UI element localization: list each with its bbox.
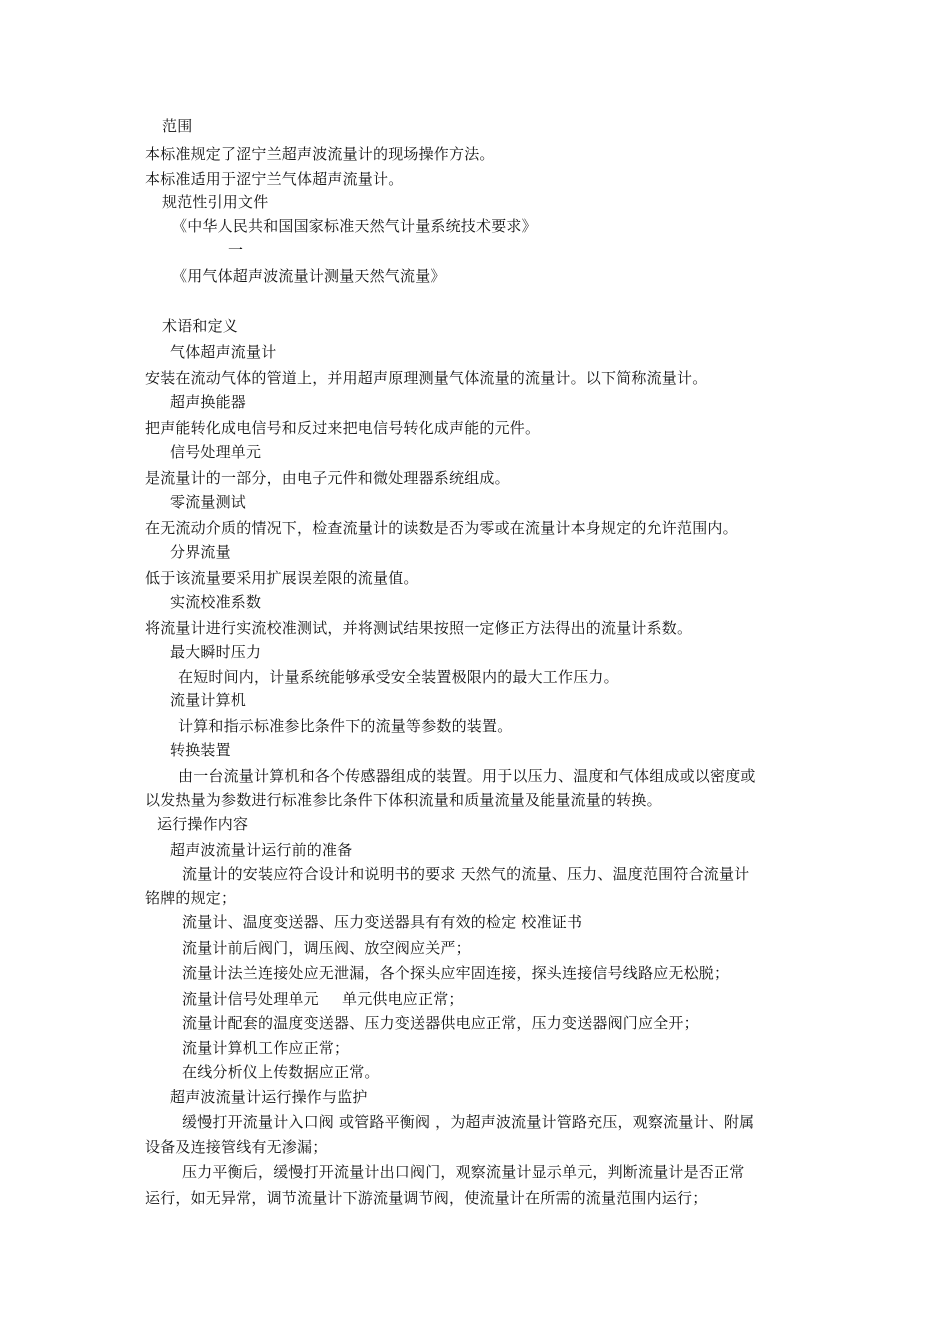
list-item: 在线分析仪上传数据应正常。	[182, 1063, 380, 1081]
list-item-part: 单元供电应正常；	[342, 990, 464, 1008]
list-item: 流量计信号处理单元	[182, 990, 319, 1008]
term-text: 低于该流量要采用扩展误差限的流量值。	[145, 569, 419, 587]
heading-references: 规范性引用文件	[162, 193, 269, 211]
scope-line-2: 本标准适用于涩宁兰气体超声流量计。	[145, 170, 404, 188]
reference-dash: 一	[228, 241, 244, 259]
term-title: 零流量测试	[170, 493, 247, 511]
heading-terms: 术语和定义	[162, 317, 239, 335]
term-text: 计算和指示标准参比条件下的流量等参数的装置。	[178, 717, 513, 735]
heading-operation: 运行操作内容	[157, 815, 249, 833]
scope-line-1: 本标准规定了涩宁兰超声波流量计的现场操作方法。	[145, 145, 495, 163]
term-title: 超声换能器	[170, 393, 247, 411]
list-item: 流量计的安装应符合设计和说明书的要求 天然气的流量、压力、温度范围符合流量计	[182, 865, 750, 883]
term-text-continued: 以发热量为参数进行标准参比条件下体积流量和质量流量及能量流量的转换。	[145, 791, 662, 809]
term-text: 把声能转化成电信号和反过来把电信号转化成声能的元件。	[145, 419, 541, 437]
list-item: 压力平衡后，缓慢打开流量计出口阀门，观察流量计显示单元，判断流量计是否正常	[182, 1163, 745, 1181]
term-title: 实流校准系数	[170, 593, 262, 611]
term-title: 流量计算机	[170, 691, 247, 709]
list-item-continued: 铭牌的规定；	[145, 889, 237, 907]
term-title: 分界流量	[170, 543, 231, 561]
list-item: 缓慢打开流量计入口阀 或管路平衡阀 ，为超声波流量计管路充压，观察流量计、附属	[182, 1113, 755, 1131]
term-text: 是流量计的一部分，由电子元件和微处理器系统组成。	[145, 469, 510, 487]
term-text: 安装在流动气体的管道上，并用超声原理测量气体流量的流量计。以下简称流量计。	[145, 369, 708, 387]
term-text: 在无流动介质的情况下，检查流量计的读数是否为零或在流量计本身规定的允许范围内。	[145, 519, 738, 537]
reference-1: 《中华人民共和国国家标准天然气计量系统技术要求》	[172, 217, 537, 235]
heading-scope: 范围	[162, 117, 193, 135]
list-item: 流量计前后阀门，调压阀、放空阀应关严；	[182, 939, 471, 957]
term-text: 由一台流量计算机和各个传感器组成的装置。用于以压力、温度和气体组成或以密度或	[178, 767, 756, 785]
term-text: 将流量计进行实流校准测试，并将测试结果按照一定修正方法得出的流量计系数。	[145, 619, 693, 637]
term-title: 转换装置	[170, 741, 231, 759]
list-item: 流量计、温度变送器、压力变送器具有有效的检定 校准证书	[182, 913, 583, 931]
list-item: 流量计算机工作应正常；	[182, 1039, 350, 1057]
list-item: 流量计法兰连接处应无泄漏，各个探头应牢固连接，探头连接信号线路应无松脱；	[182, 964, 730, 982]
list-item-continued: 设备及连接管线有无渗漏；	[145, 1138, 328, 1156]
reference-2: 《用气体超声波流量计测量天然气流量》	[172, 267, 446, 285]
term-title: 气体超声流量计	[170, 343, 277, 361]
term-title: 最大瞬时压力	[170, 643, 262, 661]
subheading-monitoring: 超声波流量计运行操作与监护	[170, 1088, 368, 1106]
subheading-preparation: 超声波流量计运行前的准备	[170, 841, 353, 859]
list-item-continued: 运行，如无异常，调节流量计下游流量调节阀，使流量计在所需的流量范围内运行；	[145, 1189, 708, 1207]
list-item: 流量计配套的温度变送器、压力变送器供电应正常，压力变送器阀门应全开；	[182, 1014, 699, 1032]
term-title: 信号处理单元	[170, 443, 262, 461]
term-text: 在短时间内，计量系统能够承受安全装置极限内的最大工作压力。	[178, 668, 619, 686]
